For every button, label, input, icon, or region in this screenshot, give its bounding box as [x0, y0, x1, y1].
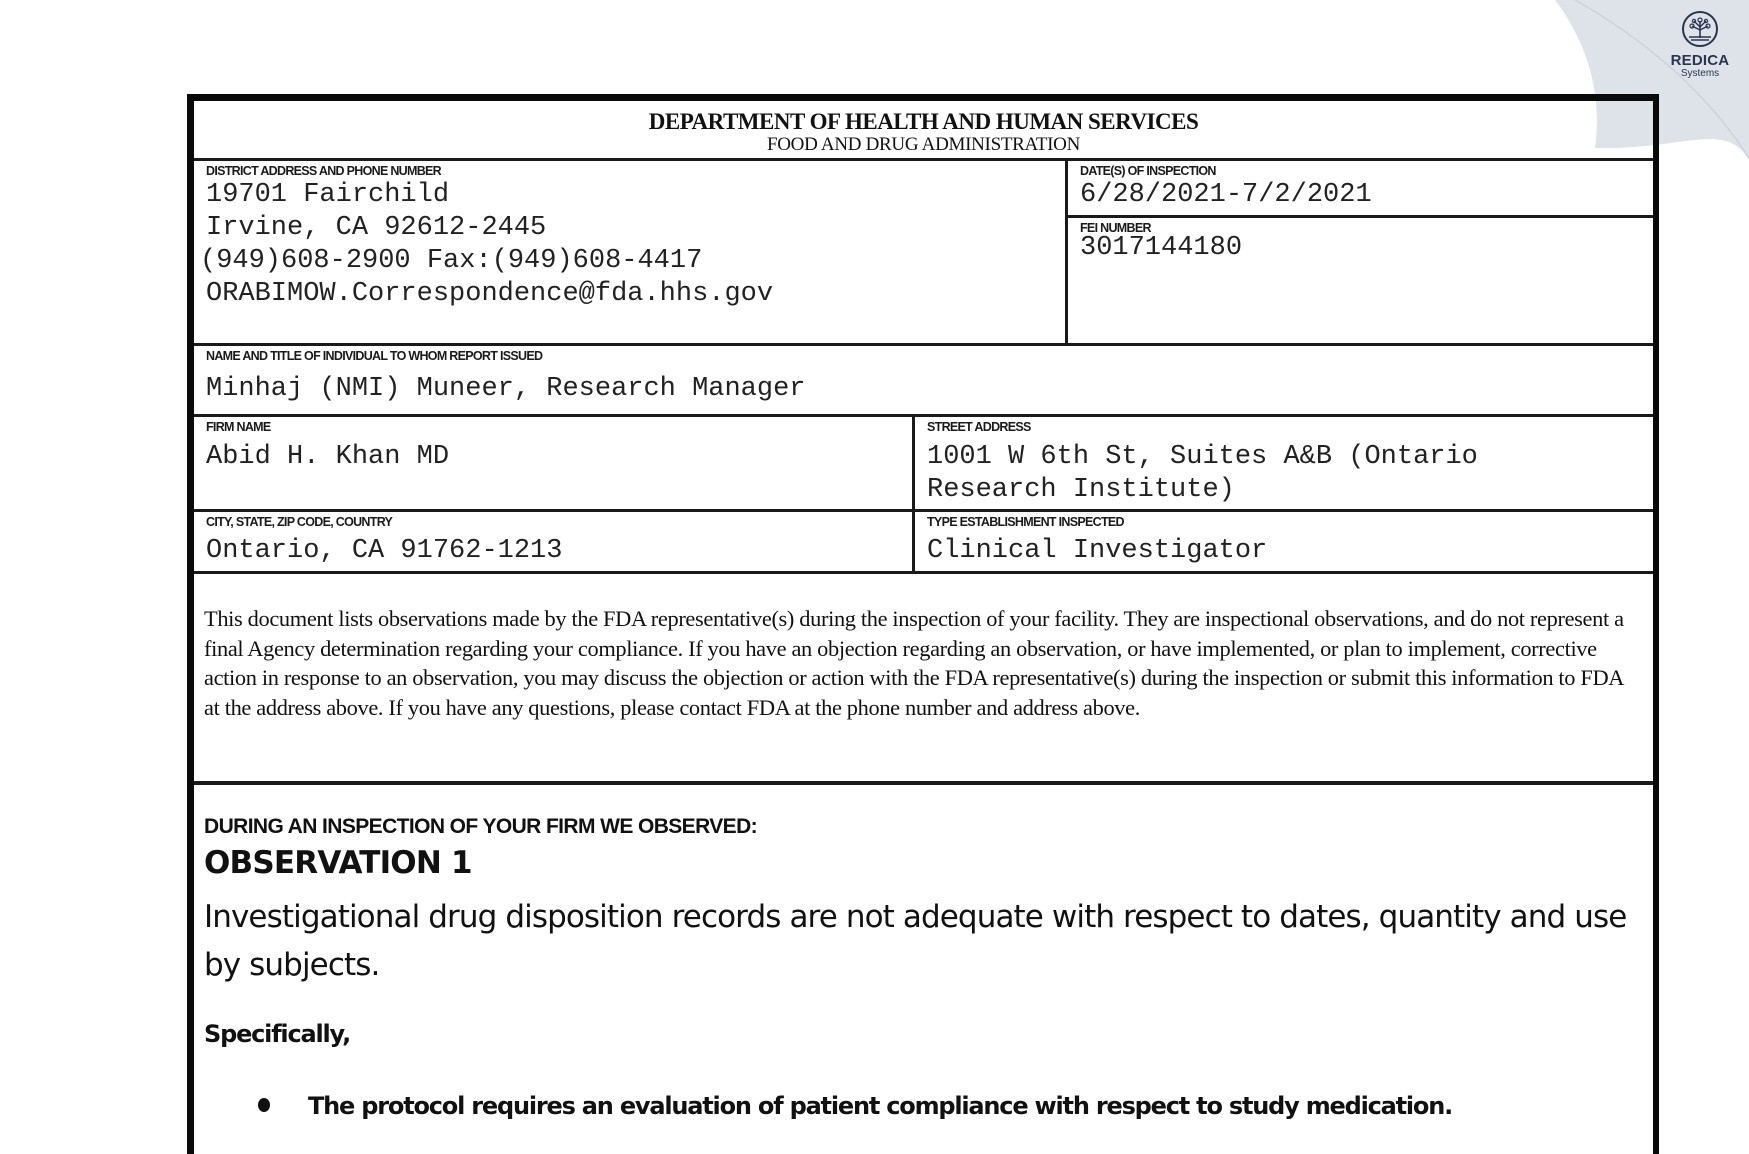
firm-name-value: Abid H. Khan MD — [206, 442, 450, 472]
establishment-type-label: TYPE ESTABLISHMENT INSPECTED — [927, 515, 1124, 529]
watermark-sub: Systems — [1680, 68, 1720, 79]
district-row — [194, 161, 1653, 346]
district-line-1: 19701 Fairchild — [206, 180, 450, 210]
city-row — [194, 512, 1653, 574]
district-line-4: ORABIMOW.Correspondence@fda.hhs.gov — [206, 279, 774, 309]
district-label: DISTRICT ADDRESS AND PHONE NUMBER — [206, 164, 442, 178]
observation-specifically: Specifically, — [204, 1020, 351, 1048]
tree-circle-icon — [1681, 10, 1719, 48]
department-title: DEPARTMENT OF HEALTH AND HUMAN SERVICES — [648, 109, 1199, 134]
city-value: Ontario, CA 91762-1213 — [206, 536, 563, 566]
street-address-label: STREET ADDRESS — [927, 420, 1031, 434]
district-line-3: (949)608-2900 Fax:(949)608-4417 — [200, 246, 703, 276]
fei-label: FEI NUMBER — [1080, 221, 1151, 235]
report-issued-value: Minhaj (NMI) Muneer, Research Manager — [206, 374, 806, 404]
street-address-line-2: Research Institute) — [927, 475, 1235, 505]
dates-fei-cell — [1068, 161, 1653, 343]
observations-section — [194, 785, 1653, 1154]
inspection-dates-cell — [1068, 161, 1653, 218]
agency-title: FOOD AND DRUG ADMINISTRATION — [766, 134, 1081, 155]
firm-row — [194, 417, 1653, 512]
disclaimer-row — [194, 574, 1653, 785]
street-address-line-1: 1001 W 6th St, Suites A&B (Ontario — [927, 442, 1478, 472]
observations-lead: DURING AN INSPECTION OF YOUR FIRM WE OBSERVED: — [204, 815, 758, 838]
fei-cell — [1068, 218, 1653, 343]
redica-logo — [1665, 10, 1735, 79]
bullet-icon — [258, 1098, 270, 1112]
observation-title: OBSERVATION 1 — [204, 845, 472, 881]
watermark-brand: REDICA — [1670, 52, 1730, 69]
firm-name-cell — [194, 417, 915, 509]
inspection-dates-value: 6/28/2021-7/2/2021 — [1080, 180, 1372, 210]
report-issued-row — [194, 346, 1653, 417]
observation-bullet — [258, 1092, 1452, 1120]
report-issued-label: NAME AND TITLE OF INDIVIDUAL TO WHOM REPORT ISSUED — [206, 349, 543, 363]
observation-bullet-text: The protocol requires an evaluation of patient compliance with respect to study medication. — [308, 1092, 1453, 1120]
inspection-dates-label: DATE(S) OF INSPECTION — [1080, 164, 1216, 178]
firm-name-label: FIRM NAME — [206, 420, 271, 434]
establishment-type-cell — [915, 512, 1653, 571]
city-label: CITY, STATE, ZIP CODE, COUNTRY — [206, 515, 393, 529]
fda-483-form — [187, 94, 1659, 1154]
street-address-cell — [915, 417, 1653, 509]
establishment-type-value: Clinical Investigator — [927, 536, 1268, 566]
city-cell — [194, 512, 915, 571]
form-header — [194, 101, 1653, 161]
district-line-2: Irvine, CA 92612-2445 — [206, 213, 547, 243]
disclaimer-text: This document lists observations made by the FDA representative(s) during the inspection of your facility. They are inspectional observations, and do not represent a final Agency determination regarding your compliance. If you have an objection regarding an observation, or have implemented, or plan to implement, corrective action in response to an observation, you may discuss the objection or action with the FDA representative(s) during the inspection or submit this information to FDA at the address above. If you have any questions, please contact FDA at the phone number and address above. — [204, 606, 1624, 720]
fei-value: 3017144180 — [1080, 233, 1243, 263]
observation-description: Investigational drug disposition records are not adequate with respect to dates, quantity and use by subjects. — [204, 899, 1627, 983]
district-cell — [194, 161, 1068, 343]
